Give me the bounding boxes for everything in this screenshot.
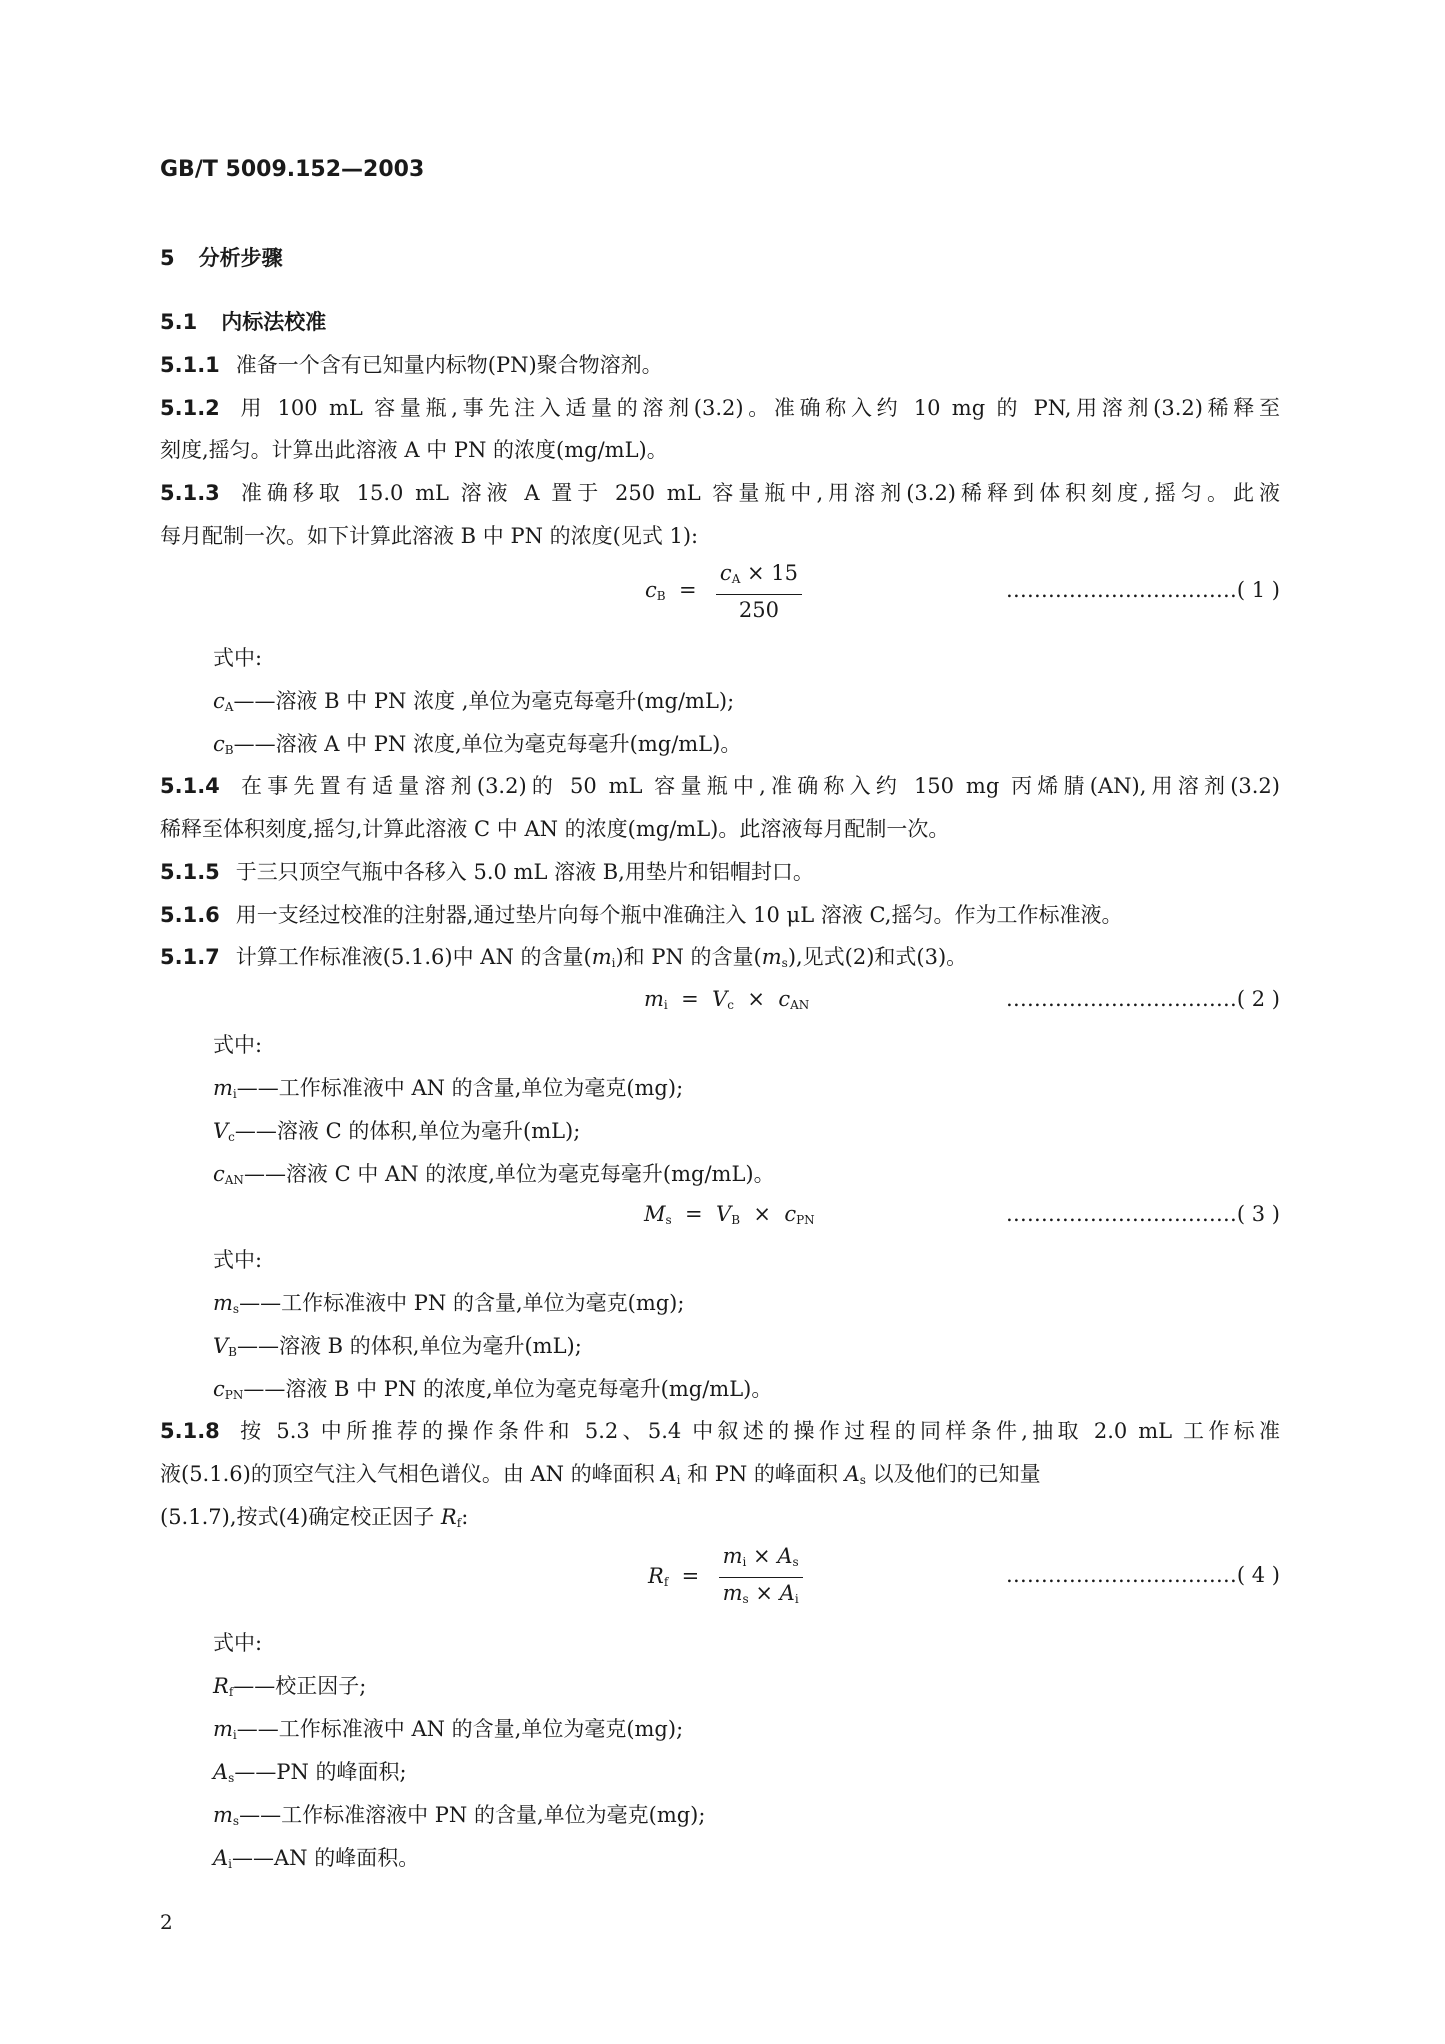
- where-item: [213, 1671, 366, 1707]
- where-sub: B: [224, 743, 234, 757]
- eq-var: V: [712, 987, 728, 1011]
- where-item: [213, 1073, 683, 1109]
- paragraph-5-1-6: [160, 900, 1122, 930]
- fraction: [716, 560, 802, 623]
- eq-sub: f: [663, 1575, 669, 1589]
- where-item: [213, 686, 734, 722]
- where-sub: i: [232, 1087, 237, 1101]
- equals-sign: =: [674, 1564, 706, 1588]
- where-var: m: [213, 1076, 233, 1100]
- where-desc: ——PN 的峰面积;: [234, 1760, 407, 1784]
- where-item: [213, 1288, 684, 1324]
- where-sub: s: [228, 1771, 235, 1785]
- where-var: A: [213, 1846, 229, 1870]
- section-number: 5: [160, 246, 175, 270]
- numerator: [716, 560, 802, 595]
- paragraph-5-1-3-line2: 每月配制一次。如下计算此溶液 B 中 PN 的浓度(见式 1):: [160, 524, 699, 548]
- equation-number-4: ……………………………( 4 ): [1005, 1563, 1280, 1587]
- eq-sub: c: [727, 998, 734, 1012]
- clause-number: 5.1.1: [160, 353, 220, 377]
- where-item: [213, 1159, 775, 1195]
- eq-sub: s: [665, 1213, 672, 1227]
- clause-text: 和 PN 的峰面积: [680, 1462, 845, 1486]
- where-desc: ——工作标准溶液中 PN 的含量,单位为毫克(mg);: [239, 1803, 706, 1827]
- inline-sub: s: [859, 1473, 866, 1487]
- eq-var: m: [722, 1544, 743, 1568]
- inline-var: R: [440, 1505, 457, 1529]
- eq-var: c: [778, 987, 791, 1011]
- paragraph-5-1-2-line1: [160, 393, 1280, 423]
- where-label: 式中:: [213, 1033, 263, 1057]
- equation-1: [645, 560, 802, 623]
- denominator: [719, 1578, 803, 1612]
- where-desc: ——溶液 C 中 AN 的浓度,单位为毫克每毫升(mg/mL)。: [243, 1162, 775, 1186]
- where-label: 式中:: [213, 1631, 263, 1655]
- denominator: 250: [738, 598, 780, 622]
- eq-sub: B: [656, 589, 666, 603]
- clause-text: 用 100 mL 容量瓶,事先注入适量的溶剂(3.2)。准确称入约 10 mg 的 PN,用溶剂(3.2)稀释至: [235, 396, 1280, 420]
- clause-text: 于三只顶空气瓶中各移入 5.0 mL 溶液 B,用垫片和铝帽封口。: [235, 860, 814, 884]
- eq-sub: i: [742, 1555, 747, 1569]
- paragraph-5-1-8-line1: [160, 1416, 1280, 1446]
- where-var: c: [213, 732, 225, 756]
- clause-text: 用一支经过校准的注射器,通过垫片向每个瓶中准确注入 10 μL 溶液 C,摇匀。作为工作标准液。: [235, 903, 1123, 927]
- eq-sub: PN: [796, 1213, 815, 1227]
- clause-number: 5.1.4: [160, 774, 220, 798]
- equals-sign: =: [678, 1202, 710, 1226]
- clause-text: 在事先置有适量溶剂(3.2)的 50 mL 容量瓶中,准确称入约 150 mg 丙烯腈(AN),用溶剂(3.2): [235, 774, 1280, 798]
- numerator: [719, 1543, 803, 1578]
- clause-text: 液(5.1.6)的顶空气注入气相色谱仪。由 AN 的峰面积: [160, 1462, 662, 1486]
- eq-var: c: [719, 561, 732, 585]
- where-item: [213, 1374, 772, 1410]
- eq-sub: A: [731, 572, 741, 586]
- paragraph-5-1-4-line1: [160, 771, 1280, 801]
- eq-var: m: [644, 987, 664, 1011]
- eq-var: R: [648, 1564, 664, 1588]
- where-label: 式中:: [213, 646, 263, 670]
- paragraph-5-1-7: [160, 942, 967, 978]
- times-sign: ×: [746, 1202, 778, 1226]
- where-desc: ——溶液 B 中 PN 浓度 ,单位为毫克每毫升(mg/mL);: [233, 689, 735, 713]
- eq-sub: i: [794, 1592, 799, 1606]
- clause-number: 5.1.8: [160, 1419, 220, 1443]
- where-var: A: [213, 1760, 229, 1784]
- where-var: V: [213, 1119, 229, 1143]
- eq-var: m: [722, 1581, 743, 1605]
- where-item: [213, 1714, 683, 1750]
- where-var: V: [213, 1334, 229, 1358]
- where-var: m: [213, 1717, 233, 1741]
- where-item: [213, 1331, 582, 1367]
- where-sub: c: [228, 1130, 235, 1144]
- subsection-heading: [160, 307, 326, 337]
- where-var: c: [213, 1377, 225, 1401]
- where-desc: ——AN 的峰面积。: [232, 1846, 420, 1870]
- paragraph-5-1-3-line1: [160, 478, 1280, 508]
- equation-4: [648, 1543, 803, 1612]
- eq-text: × 15: [740, 561, 799, 585]
- equation-number-2: ……………………………( 2 ): [1005, 987, 1280, 1011]
- section-title: 分析步骤: [198, 246, 283, 270]
- where-desc: ——溶液 B 中 PN 的浓度,单位为毫克每毫升(mg/mL)。: [243, 1377, 773, 1401]
- where-sub: s: [232, 1302, 240, 1316]
- eq-sub: s: [742, 1592, 749, 1606]
- clause-text: ),见式(2)和式(3)。: [787, 945, 968, 969]
- clause-number: 5.1.5: [160, 860, 220, 884]
- equation-number-1: ……………………………( 1 ): [1005, 578, 1280, 602]
- clause-text: 准确移取 15.0 mL 溶液 A 置于 250 mL 容量瓶中,用溶剂(3.2)稀释到体积刻度,摇匀。此液: [235, 481, 1280, 505]
- page-number: 2: [160, 1910, 173, 1934]
- equation-number-3: ……………………………( 3 ): [1005, 1202, 1280, 1226]
- where-sub: B: [228, 1345, 237, 1359]
- where-var: m: [213, 1803, 233, 1827]
- eq-sub: B: [731, 1213, 741, 1227]
- eq-var: V: [716, 1202, 732, 1226]
- inline-sub: s: [781, 956, 788, 970]
- where-label: 式中:: [213, 1248, 263, 1272]
- where-item: [213, 1116, 580, 1152]
- eq-sub: i: [663, 998, 668, 1012]
- subsection-title: 内标法校准: [221, 310, 327, 334]
- clause-text: )和 PN 的含量(: [615, 945, 762, 969]
- eq-var: A: [779, 1581, 795, 1605]
- where-item: [213, 729, 741, 765]
- inline-var: A: [844, 1462, 860, 1486]
- clause-text: 准备一个含有已知量内标物(PN)聚合物溶剂。: [235, 353, 663, 377]
- where-sub: PN: [224, 1388, 244, 1402]
- eq-var: c: [784, 1202, 797, 1226]
- inline-sub: i: [676, 1473, 681, 1487]
- where-desc: ——校正因子;: [233, 1674, 367, 1698]
- inline-var: A: [661, 1462, 677, 1486]
- where-var: R: [213, 1674, 229, 1698]
- paragraph-5-1-2-line2: 刻度,摇匀。计算出此溶液 A 中 PN 的浓度(mg/mL)。: [160, 438, 668, 462]
- equals-sign: =: [674, 987, 706, 1011]
- where-sub: s: [232, 1814, 240, 1828]
- eq-var: c: [645, 578, 657, 602]
- eq-sub: s: [792, 1555, 799, 1569]
- where-sub: AN: [224, 1173, 244, 1187]
- where-item: [213, 1757, 407, 1793]
- where-desc: ——溶液 A 中 PN 浓度,单位为毫克每毫升(mg/mL)。: [233, 732, 742, 756]
- inline-sub: f: [456, 1516, 462, 1530]
- paragraph-5-1-1: [160, 350, 663, 380]
- times-sign: ×: [746, 1544, 778, 1568]
- section-heading: [160, 243, 283, 273]
- clause-text: 计算工作标准液(5.1.6)中 AN 的含量(: [235, 945, 592, 969]
- where-desc: ——工作标准液中 PN 的含量,单位为毫克(mg);: [239, 1291, 685, 1315]
- where-item: [213, 1800, 705, 1836]
- where-desc: ——溶液 B 的体积,单位为毫升(mL);: [237, 1334, 582, 1358]
- paragraph-5-1-4-line2: 稀释至体积刻度,摇匀,计算此溶液 C 中 AN 的浓度(mg/mL)。此溶液每月配制一次。: [160, 817, 950, 841]
- where-var: m: [213, 1291, 233, 1315]
- clause-number: 5.1.6: [160, 903, 220, 927]
- inline-var: m: [591, 945, 612, 969]
- clause-text: 按 5.3 中所推荐的操作条件和 5.2、5.4 中叙述的操作过程的同样条件,抽取 2.0 mL 工作标准: [235, 1419, 1280, 1443]
- clause-number: 5.1.7: [160, 945, 220, 969]
- clause-text: (5.1.7),按式(4)确定校正因子: [160, 1505, 441, 1529]
- where-sub: A: [224, 700, 234, 714]
- paragraph-5-1-8-line3: [160, 1502, 468, 1538]
- equals-sign: =: [672, 578, 704, 602]
- times-sign: ×: [748, 1581, 780, 1605]
- where-var: c: [213, 1162, 225, 1186]
- times-sign: ×: [740, 987, 772, 1011]
- clause-number: 5.1.3: [160, 481, 220, 505]
- paragraph-5-1-5: [160, 857, 814, 887]
- clause-number: 5.1.2: [160, 396, 220, 420]
- clause-text: 以及他们的已知量: [865, 1462, 1041, 1486]
- where-item: [213, 1843, 419, 1879]
- fraction: [719, 1543, 803, 1612]
- eq-var: A: [777, 1544, 793, 1568]
- where-desc: ——工作标准液中 AN 的含量,单位为毫克(mg);: [236, 1076, 684, 1100]
- equation-3: [644, 1202, 815, 1227]
- paragraph-5-1-8-line2: [160, 1459, 1041, 1495]
- subsection-number: 5.1: [160, 310, 198, 334]
- equation-2: [644, 987, 809, 1012]
- where-desc: ——溶液 C 的体积,单位为毫升(mL);: [234, 1119, 581, 1143]
- eq-var: M: [644, 1202, 666, 1226]
- eq-sub: AN: [790, 998, 810, 1012]
- standard-number: GB/T 5009.152—2003: [160, 157, 425, 182]
- where-sub: i: [228, 1857, 233, 1871]
- where-sub: f: [228, 1685, 234, 1699]
- where-sub: i: [232, 1728, 237, 1742]
- where-desc: ——工作标准液中 AN 的含量,单位为毫克(mg);: [236, 1717, 684, 1741]
- clause-text: :: [461, 1505, 469, 1529]
- inline-sub: i: [611, 956, 616, 970]
- inline-var: m: [761, 945, 782, 969]
- where-var: c: [213, 689, 225, 713]
